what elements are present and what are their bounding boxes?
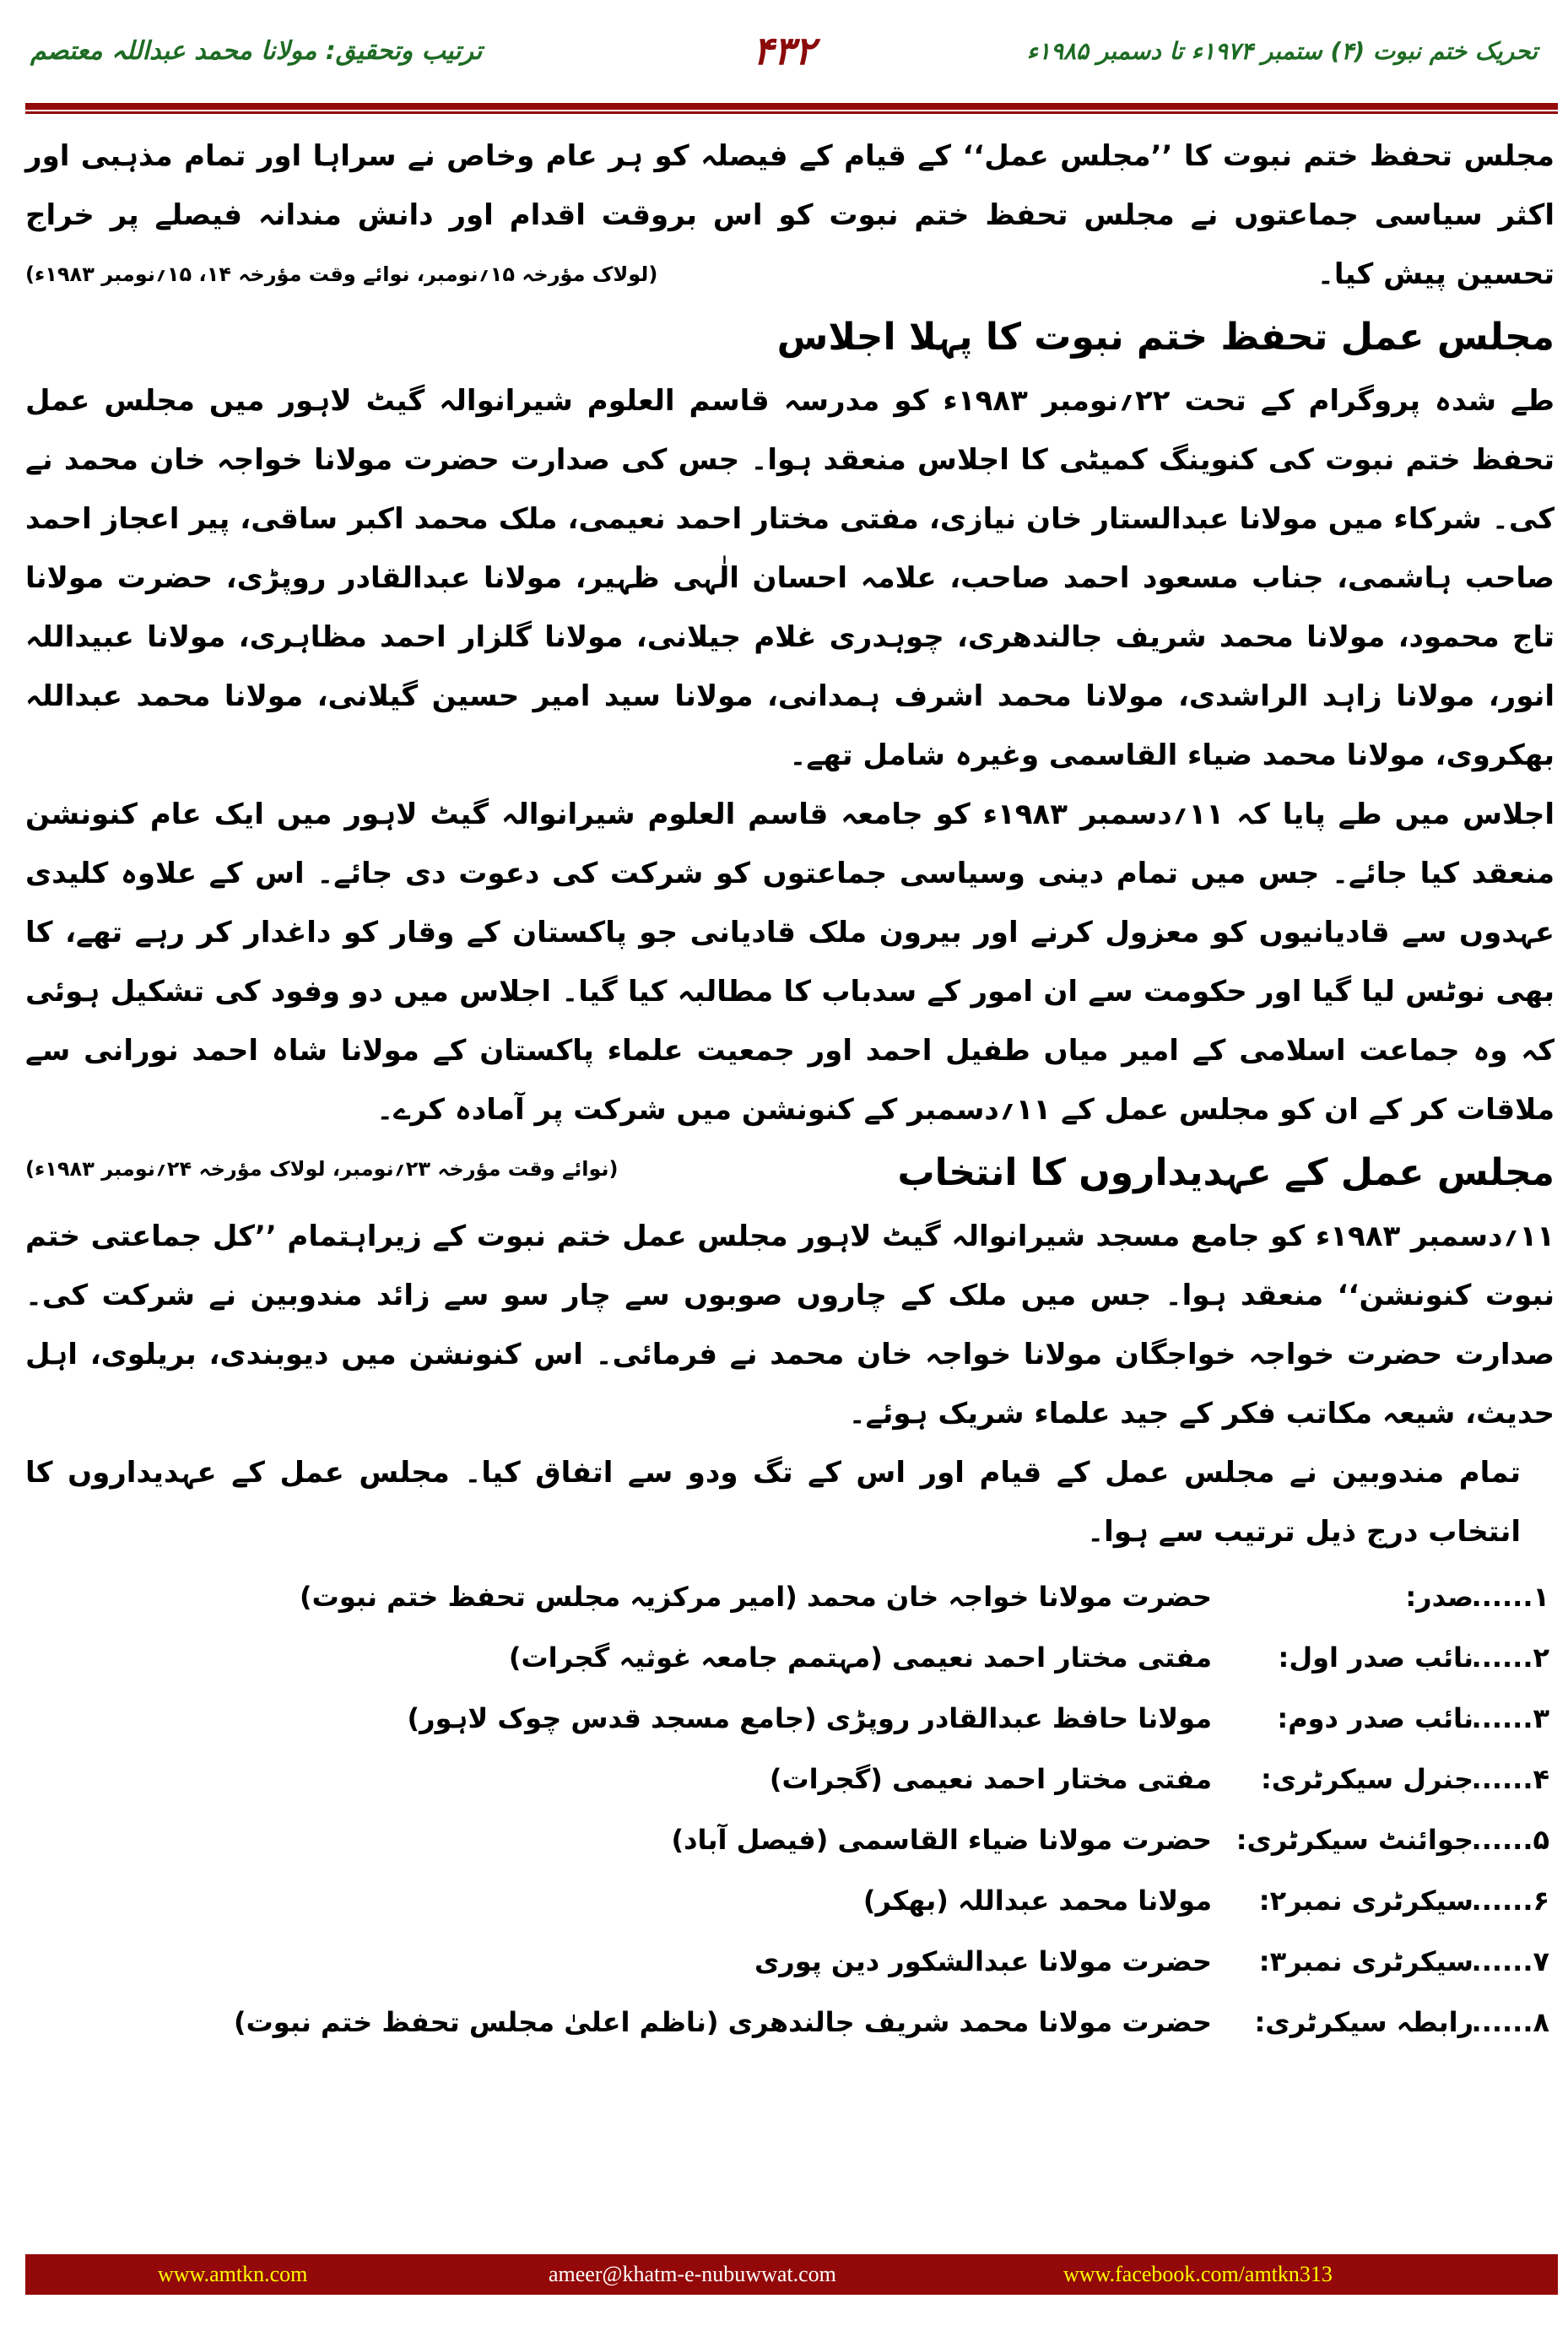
section1-paragraph-2-text: اجلاس میں طے پایا کہ ۱۱؍دسمبر ۱۹۸۳ء کو جامعہ قاسم العلوم شیرانوالہ گیٹ لاہور میں ایک عام کنونشن منعقد کیا جائے۔ جس میں تمام دینی وسیاسی جماعتوں کو شرکت کی دعوت دی جائے۔ اس کے علاوہ کلیدی عہدوں سے قادیانیوں کو معزول کرنے اور بیرون ملک قادیانی جو پاکستان کے وقار کو داغدار کر رہے تھے، کا بھی نوٹس لیا گیا اور حکومت سے ان امور کے سدباب کا مطالبہ کیا گیا۔ اجلاس میں دو وفود کی تشکیل ہوئی کہ وہ جماعت اسلامی کے امیر میاں طفیل احمد اور جمعیت علماء پاکستان کے مولانا شاہ احمد نورانی سے ملاقات کر کے ان کو مجلس عمل کے ۱۱؍دسمبر کے کنونشن میں شرکت پر آمادہ کرے۔ <box>25 798 1554 1127</box>
item-name: مفتی مختار احمد نعیمی (مہتمم جامعہ غوثیہ گجرات) <box>508 1642 1212 1674</box>
item-role: نائب صدر اول: <box>1278 1642 1473 1674</box>
item-role: صدر: <box>1405 1581 1473 1613</box>
section2-paragraph-2: تمام مندوبین نے مجلس عمل کے قیام اور اس کے تگ ودو سے اتفاق کیا۔ مجلس عمل کے عہدیداروں کا انتخاب درج ذیل ترتیب سے ہوا۔ <box>25 1456 1521 1549</box>
item-number: ۷...... <box>1471 1945 1549 1977</box>
item-number: ۳...... <box>1471 1702 1549 1734</box>
item-name: حضرت مولانا خواجہ خان محمد (امیر مرکزیہ مجلس تحفظ ختم نبوت) <box>300 1581 1212 1613</box>
item-number: ۱...... <box>1471 1581 1549 1613</box>
list-item <box>25 1992 1554 2053</box>
item-number: ۲...... <box>1471 1642 1549 1674</box>
intro-text: مجلس تحفظ ختم نبوت کا ’’مجلس عمل‘‘ کے قیام کے فیصلہ کو ہر عام وخاص نے سراہا اور تمام مذہبی اور اکثر سیاسی جماعتوں نے مجلس تحفظ ختم نبوت کو اس بروقت اقدام اور دانش مندانہ فیصلے پر خراج تحسین پیش کیا۔ <box>25 139 1554 291</box>
header-rule-thick <box>25 103 1558 110</box>
item-name: مولانا محمد عبداللہ (بھکر) <box>862 1885 1212 1917</box>
item-role: سیکرٹری نمبر۲: <box>1258 1885 1473 1917</box>
item-role: رابطہ سیکرٹری: <box>1254 2006 1473 2038</box>
item-number: ۵...... <box>1471 1824 1549 1856</box>
list-item <box>25 1809 1554 1870</box>
list-item <box>25 1566 1554 1627</box>
page-content <box>25 127 1554 2053</box>
header-compiler: ترتیب وتحقیق: مولانا محمد عبداللہ معتصم <box>30 35 483 66</box>
intro-paragraph <box>25 127 1554 304</box>
item-number: ۸...... <box>1471 2006 1549 2038</box>
list-item <box>25 1931 1554 1992</box>
section2-heading: مجلس عمل کے عہدیداروں کا انتخاب <box>897 1151 1554 1194</box>
list-item <box>25 1749 1554 1809</box>
intro-reference: (لولاک مؤرخہ ۱۵؍نومبر، نوائے وقت مؤرخہ ۱۴، ۱۵؍نومبر ۱۹۸۳ء) <box>25 262 658 286</box>
item-role: سیکرٹری نمبر۳: <box>1258 1945 1473 1977</box>
footer-facebook-link[interactable]: www.facebook.com/amtkn313 <box>1063 2262 1333 2286</box>
item-number: ۶...... <box>1471 1885 1549 1917</box>
footer-bar <box>25 2254 1558 2295</box>
item-name: حضرت مولانا ضیاء القاسمی (فیصل آباد) <box>671 1824 1212 1856</box>
section1-reference: (نوائے وقت مؤرخہ ۲۳؍نومبر، لولاک مؤرخہ ۲۴؍نومبر ۱۹۸۳ء) <box>25 1157 619 1181</box>
section2-paragraph-1: ۱۱؍دسمبر ۱۹۸۳ء کو جامع مسجد شیرانوالہ گیٹ لاہور مجلس عمل ختم نبوت کے زیراہتمام ’’کل جماعتی ختم نبوت کنونشن‘‘ منعقد ہوا۔ جس میں ملک کے چاروں صوبوں سے چار سو سے زائد مندوبین نے شرکت کی۔ صدارت حضرت خواجہ خواجگان مولانا خواجہ خان محمد نے فرمائی۔ اس کنونشن میں دیوبندی، بریلوی، اہل حدیث، شیعہ مکاتب فکر کے جید علماء شریک ہوئے۔ <box>25 1220 1555 1431</box>
list-item <box>25 1870 1554 1931</box>
page-number: ۴۳۲ <box>752 28 816 73</box>
header-book-title: تحریک ختم نبوت (۴) ستمبر ۱۹۷۴ء تا دسمبر ۱۹۸۵ء <box>1026 36 1538 65</box>
item-name: مفتی مختار احمد نعیمی (گجرات) <box>769 1763 1212 1795</box>
item-role: نائب صدر دوم: <box>1277 1702 1473 1734</box>
section1-paragraph-1: طے شدہ پروگرام کے تحت ۲۲؍نومبر ۱۹۸۳ء کو مدرسہ قاسم العلوم شیرانوالہ گیٹ لاہور میں مجلس عمل تحفظ ختم نبوت کی کنوینگ کمیٹی کا اجلاس منعقد ہوا۔ جس کی صدارت حضرت مولانا خواجہ خان محمد نے کی۔ شرکاء میں مولانا عبدالستار خان نیازی، مفتی مختار احمد نعیمی، ملک محمد اکبر ساقی، پیر اعجاز احمد صاحب ہاشمی، جناب مسعود احمد صاحب، علامہ احسان الٰہی ظہیر، مولانا عبدالقادر روپڑی، حضرت مولانا تاج محمود، مولانا محمد شریف جالندھری، چوہدری غلام جیلانی، مولانا گلزار احمد مظاہری، مولانا عبیداللہ انور، مولانا زاہد الراشدی، مولانا محمد اشرف ہمدانی، مولانا سید امیر حسین گیلانی، مولانا محمد عبداللہ بھکروی، مولانا محمد ضیاء القاسمی وغیرہ شامل تھے۔ <box>25 384 1554 772</box>
list-item <box>25 1627 1554 1688</box>
footer-email-link[interactable]: ameer@khatm-e-nubuwwat.com <box>549 2262 836 2286</box>
item-name: حضرت مولانا محمد شریف جالندھری (ناظم اعلیٰ مجلس تحفظ ختم نبوت) <box>233 2006 1212 2038</box>
footer-website-link[interactable]: www.amtkn.com <box>158 2262 308 2286</box>
item-number: ۴...... <box>1471 1763 1549 1795</box>
header-rule-thin <box>25 111 1558 114</box>
list-item <box>25 1688 1554 1749</box>
section1-heading: مجلس عمل تحفظ ختم نبوت کا پہلا اجلاس <box>776 316 1554 359</box>
item-role: جوائنٹ سیکرٹری: <box>1235 1824 1473 1856</box>
item-name: حضرت مولانا عبدالشکور دین پوری <box>754 1945 1212 1977</box>
item-name: مولانا حافظ عبدالقادر روپڑی (جامع مسجد قدس چوک لاہور) <box>407 1702 1212 1734</box>
officers-list <box>25 1566 1554 2053</box>
item-role: جنرل سیکرٹری: <box>1260 1763 1473 1795</box>
